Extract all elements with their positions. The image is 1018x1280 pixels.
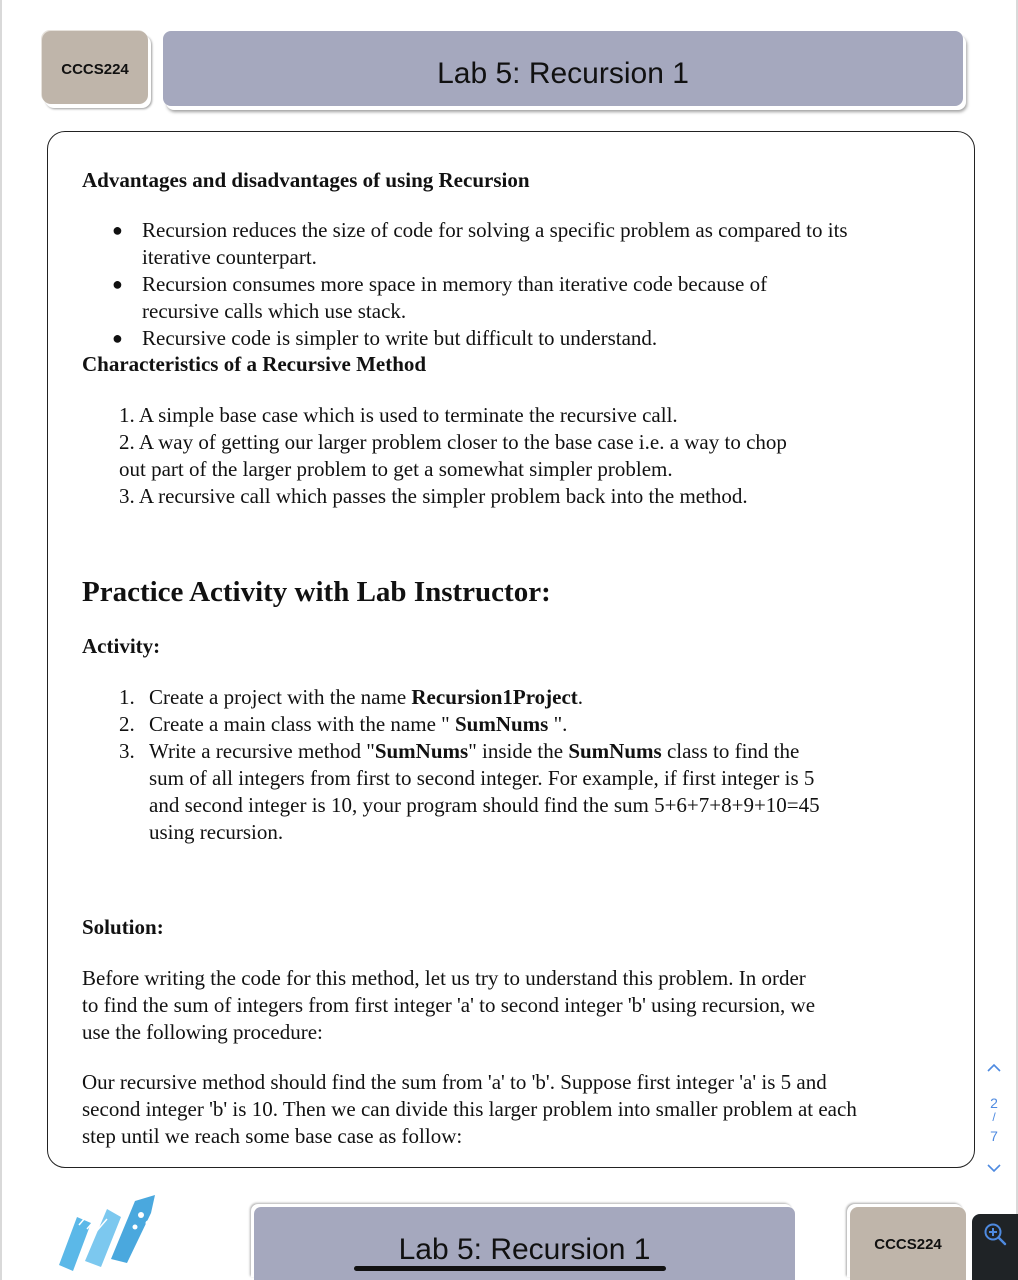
characteristic-item: out part of the larger problem to get a somewhat simpler problem. [119,457,673,481]
solution-line: to find the sum of integers from first integer 'a' to second integer 'b' using recursion, we [82,993,816,1017]
characteristic-item: 3. A recursive call which passes the simpler problem back into the method. [119,484,748,508]
solution-line: second integer 'b' is 10. Then we can divide this larger problem into smaller problem at each [82,1097,857,1121]
solution-paragraph-1 [82,965,815,1046]
characteristics-heading: Characteristics of a Recursive Method [82,352,427,376]
characteristics-list [119,402,787,510]
advantage-line: Recursion consumes more space in memory than iterative code because of [142,272,768,296]
advantage-line: Recursion reduces the size of code for solving a specific problem as compared to its [142,218,848,242]
activity-line: using recursion. [149,820,284,844]
practice-heading: Practice Activity with Lab Instructor: [82,576,551,608]
footer-title: Lab 5: Recursion 1 [398,1233,651,1266]
chevron-down-icon [987,1163,1001,1173]
footer-course-code: CCCS224 [874,1236,942,1253]
bullet: ● [112,328,123,348]
advantage-item [142,325,657,352]
course-code: CCCS224 [61,61,129,78]
bullet: ● [112,220,123,240]
activity-item: Create a project with the name Recursion1Project. [149,685,584,709]
course-code-tab [42,31,148,104]
activity-number: 1. [119,685,135,709]
activity-line: sum of all integers from first to second integer. For example, if first integer is 5 [149,766,815,790]
zoom-in-icon [983,1222,1007,1246]
scroll-indicator[interactable] [354,1266,666,1271]
chevron-up-icon [987,1063,1001,1073]
activity-number: 2. [119,712,135,736]
solution-heading: Solution: [82,915,164,939]
zoom-button[interactable] [972,1214,1018,1280]
solution-line: step until we reach some base case as follow: [82,1124,463,1148]
advantage-line: recursive calls which use stack. [142,299,407,323]
activity-item: Write a recursive method "SumNums" inside the SumNums class to find the sum of all integers from first to second integer. For example, if first integer is 5 and second integer is 10, your program should find the sum 5+6+7+8+9+10=45 using recursion. [149,739,820,844]
advantage-item [142,271,767,325]
solution-line: Before writing the code for this method, let us try to understand this problem. In order [82,966,806,990]
activity-line: and second integer is 10, your program should find the sum 5+6+7+8+9+10=45 [149,793,820,817]
bullet: ● [112,274,123,294]
advantage-line: iterative counterpart. [142,245,317,269]
characteristic-item: 2. A way of getting our larger problem closer to the base case i.e. a way to chop [119,430,787,454]
page-total: 7 [990,1128,998,1144]
footer-course-tab [850,1207,966,1280]
page-separator: / [992,1110,996,1124]
characteristic-item: 1. A simple base case which is used to terminate the recursive call. [119,403,678,427]
activity-heading: Activity: [82,634,161,658]
page-edge-left [0,0,2,1280]
lab-title-bar [163,31,963,106]
advantages-heading: Advantages and disadvantages of using Recursion [82,168,530,192]
activity-number: 3. [119,739,135,763]
solution-paragraph-2 [82,1069,857,1150]
advantage-item [142,217,848,271]
solution-line: Our recursive method should find the sum from 'a' to 'b'. Suppose first integer 'a' is 5 and [82,1070,827,1094]
university-logo-icon [55,1195,165,1280]
advantage-line: Recursive code is simpler to write but difficult to understand. [142,326,658,350]
page-current: 2 [990,1095,998,1111]
activity-list [119,684,820,846]
activity-item: Create a main class with the name " SumNums ". [149,712,568,736]
page-down-button[interactable] [984,1160,1004,1176]
lab-title: Lab 5: Recursion 1 [437,57,689,90]
page-up-button[interactable] [984,1060,1004,1076]
solution-line: use the following procedure: [82,1020,323,1044]
